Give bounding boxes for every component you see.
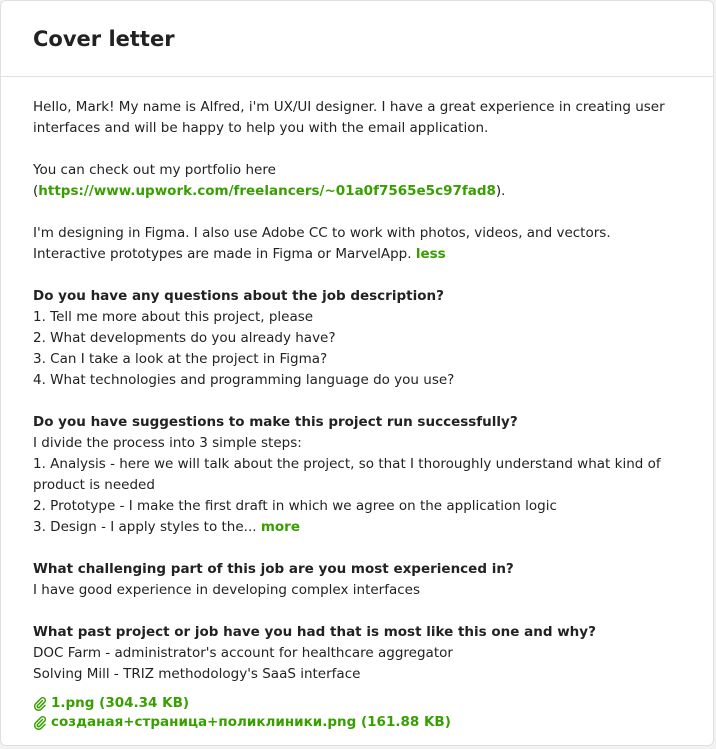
- attachment-label: 1.png (304.34 KB): [51, 695, 190, 711]
- paren-close: ).: [495, 183, 506, 199]
- tools-paragraph: [33, 223, 681, 265]
- portfolio-link[interactable]: https://www.upwork.com/freelancers/~01a0f7565e5c97fad8: [38, 183, 496, 199]
- question-4-block: [33, 622, 681, 685]
- q2-intro: I divide the process into 3 simple steps:: [33, 435, 302, 451]
- tools-line-1: I'm designing in Figma. I also use Adobe CC to work with photos, videos, and vectors.: [33, 225, 611, 241]
- question-3-block: [33, 559, 681, 601]
- q1-answer-1: 1. Tell me more about this project, please: [33, 309, 314, 325]
- q2-step-3-text: 3. Design - I apply styles to the...: [33, 519, 257, 535]
- portfolio-text: You can check out my portfolio here: [33, 162, 276, 178]
- q1-answer-2: 2. What developments do you already have?: [33, 330, 336, 346]
- question-2-block: [33, 412, 681, 538]
- q2-step-1: 1. Analysis - here we will talk about the project, so that I thoroughly understand what kind of product is needed: [33, 456, 661, 493]
- question-1: Do you have any questions about the job description?: [33, 288, 444, 304]
- tools-line-2: [33, 244, 681, 265]
- intro-paragraph: Hello, Mark! My name is Alfred, i'm UX/UI designer. I have a great experience in creating user interfaces and will be happy to help you with the email application.: [33, 99, 665, 136]
- less-link[interactable]: less: [415, 246, 446, 262]
- paperclip-icon: [33, 696, 47, 712]
- q1-answer-4: 4. What technologies and programming language do you use?: [33, 372, 455, 388]
- q2-step-3: [33, 517, 681, 538]
- card-header: [1, 1, 713, 77]
- q2-step-2: 2. Prototype - I make the first draft in which we agree on the application logic: [33, 498, 557, 514]
- question-3: What challenging part of this job are you most experienced in?: [33, 561, 514, 577]
- attachment-item[interactable]: [33, 694, 681, 713]
- question-2: Do you have suggestions to make this project run successfully?: [33, 414, 518, 430]
- q4-answer-1: DOC Farm - administrator's account for healthcare aggregator: [33, 645, 453, 661]
- question-4: What past project or job have you had that is most like this one and why?: [33, 624, 596, 640]
- attachment-item[interactable]: [33, 713, 681, 732]
- cover-letter-body: [1, 77, 713, 732]
- portfolio-paragraph: [33, 160, 681, 202]
- tools-line-2-text: Interactive prototypes are made in Figma or MarvelApp.: [33, 246, 412, 262]
- more-link[interactable]: more: [260, 519, 300, 535]
- attachment-label: созданая+страница+поликлиники.png (161.88 KB): [51, 714, 451, 730]
- page-title: Cover letter: [33, 27, 175, 51]
- portfolio-link-line: [33, 181, 681, 202]
- q1-answer-3: 3. Can I take a look at the project in Figma?: [33, 351, 328, 367]
- attachments-list: [33, 694, 681, 732]
- paperclip-icon: [33, 715, 47, 731]
- question-1-block: [33, 286, 681, 391]
- q4-answer-2: Solving Mill - TRIZ methodology's SaaS interface: [33, 666, 361, 682]
- q3-answer: I have good experience in developing complex interfaces: [33, 582, 421, 598]
- paren-open: (: [33, 183, 39, 199]
